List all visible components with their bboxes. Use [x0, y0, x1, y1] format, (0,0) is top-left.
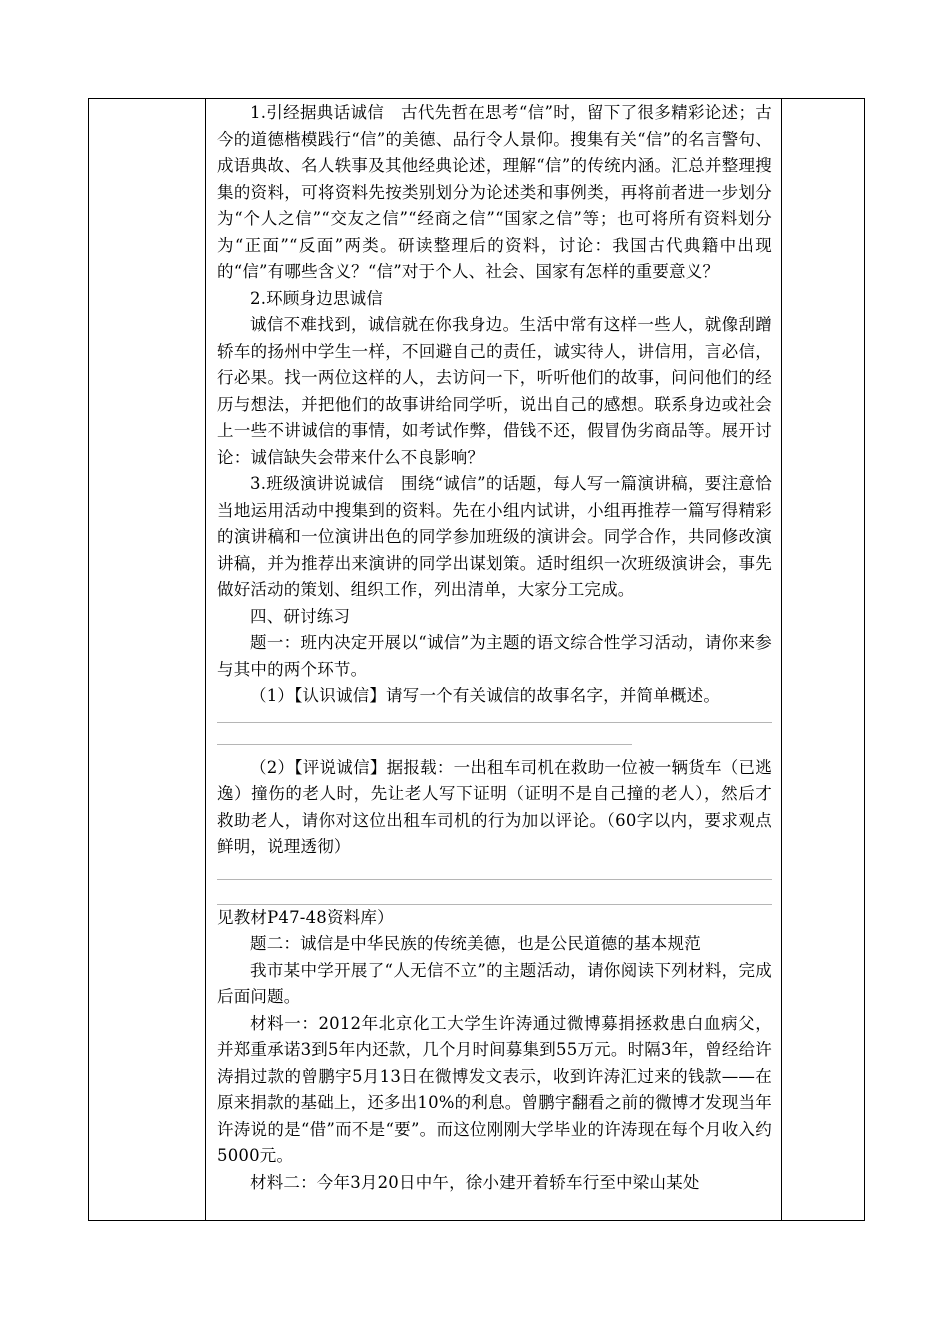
activity-item-2-body: 诚信不难找到，诚信就在你我身边。生活中常有这样一些人，就像刮蹭轿车的扬州中学生一样，不回避自己的责任，诚实待人，讲信用，言必信，行必果。找一两位这样的人，去访问一下，听听他们的故事，问问他们的经历与想法，并把他们的故事讲给同学听，说出自己的感想。联系身边或社会上一些不讲诚信的事情，如考试作弊，借钱不还，假冒伪劣商品等。展开讨论：诚信缺失会带来什么不良影响？	[217, 315, 772, 467]
material-2: 材料二：今年3月20日中午，徐小建开着轿车行至中梁山某处	[250, 1172, 700, 1192]
spacer	[217, 745, 772, 755]
table-right-column-divider	[781, 99, 782, 1220]
table-left-column-divider	[205, 99, 206, 1220]
content-cell	[217, 99, 772, 1196]
question-1-intro: 题一：班内决定开展以“诚信”为主题的语文综合性学习活动，请你来参与其中的两个环节。	[217, 633, 772, 679]
question-1-part-2: （2）【评说诚信】据报载：一出租车司机在救助一位被一辆货车（已逃逸）撞伤的老人时，先让老人写下证明（证明不是自己撞的老人），然后才救助老人，请你对这位出租车司机的行为加以评论。（60字以内，要求观点鲜明，说理透彻）	[217, 757, 772, 856]
question-1-part-1: （1）【认识诚信】请写一个有关诚信的故事名字，并简单概述。	[250, 686, 721, 705]
page-table	[88, 98, 865, 1221]
answer-line[interactable]	[217, 879, 772, 880]
activity-item-2-title: 2.环顾身边思诚信	[250, 288, 384, 308]
question-2-intro: 题二：诚信是中华民族的传统美德，也是公民道德的基本规范	[250, 934, 701, 953]
question-2-task: 我市某中学开展了“人无信不立”的主题活动，请你阅读下列材料，完成后面问题。	[217, 960, 772, 1006]
answer-line[interactable]	[217, 722, 772, 723]
activity-item-3: 3.班级演讲说诚信 围绕“诚信”的话题，每人写一篇演讲稿，要注意恰当地运用活动中搜集到的资料。先在小组内试讲，小组再推荐一篇写得精彩的演讲稿和一位演讲出色的同学参加班级的演讲会。同学合作，共同修改演讲稿，并为推荐出来演讲的同学出谋划策。适时组织一次班级演讲会，事先做好活动的策划、组织工作，列出清单，大家分工完成。	[217, 474, 772, 599]
activity-item-1: 1.引经据典话诚信 古代先哲在思考“信”时，留下了很多精彩论述；古今的道德楷模践行“信”的美德、品行令人景仰。搜集有关“信”的名言警句、成语典故、名人轶事及其他经典论述，理解“信”的传统内涵。汇总并整理搜集的资料，可将资料先按类别划分为论述类和事例类，再将前者进一步划分为“个人之信”“交友之信”“经商之信”“国家之信”等；也可将所有资料划分为“正面”“反面”两类。研读整理后的资料，讨论：我国古代典籍中出现的“信”有哪些含义？“信”对于个人、社会、国家有怎样的重要意义？	[217, 103, 772, 281]
textbook-reference: 见教材P47-48资料库）	[217, 907, 394, 927]
exercise-heading: 四、研讨练习	[250, 606, 351, 626]
material-1: 材料一：2012年北京化工大学生许涛通过微博募捐拯救患白血病父，并郑重承诺3到5年内还款，几个月时间募集到55万元。时隔3年，曾经给许涛捐过款的曾鹏宇5月13日在微博发文表示，收到许涛汇过来的钱款——在原来捐款的基础上，还多出10%的利息。曾鹏宇翻看之前的微博才发现当年许涛说的是“借”而不是“要”。而这位刚刚大学毕业的许涛现在每个月收入约5000元。	[217, 1013, 772, 1165]
